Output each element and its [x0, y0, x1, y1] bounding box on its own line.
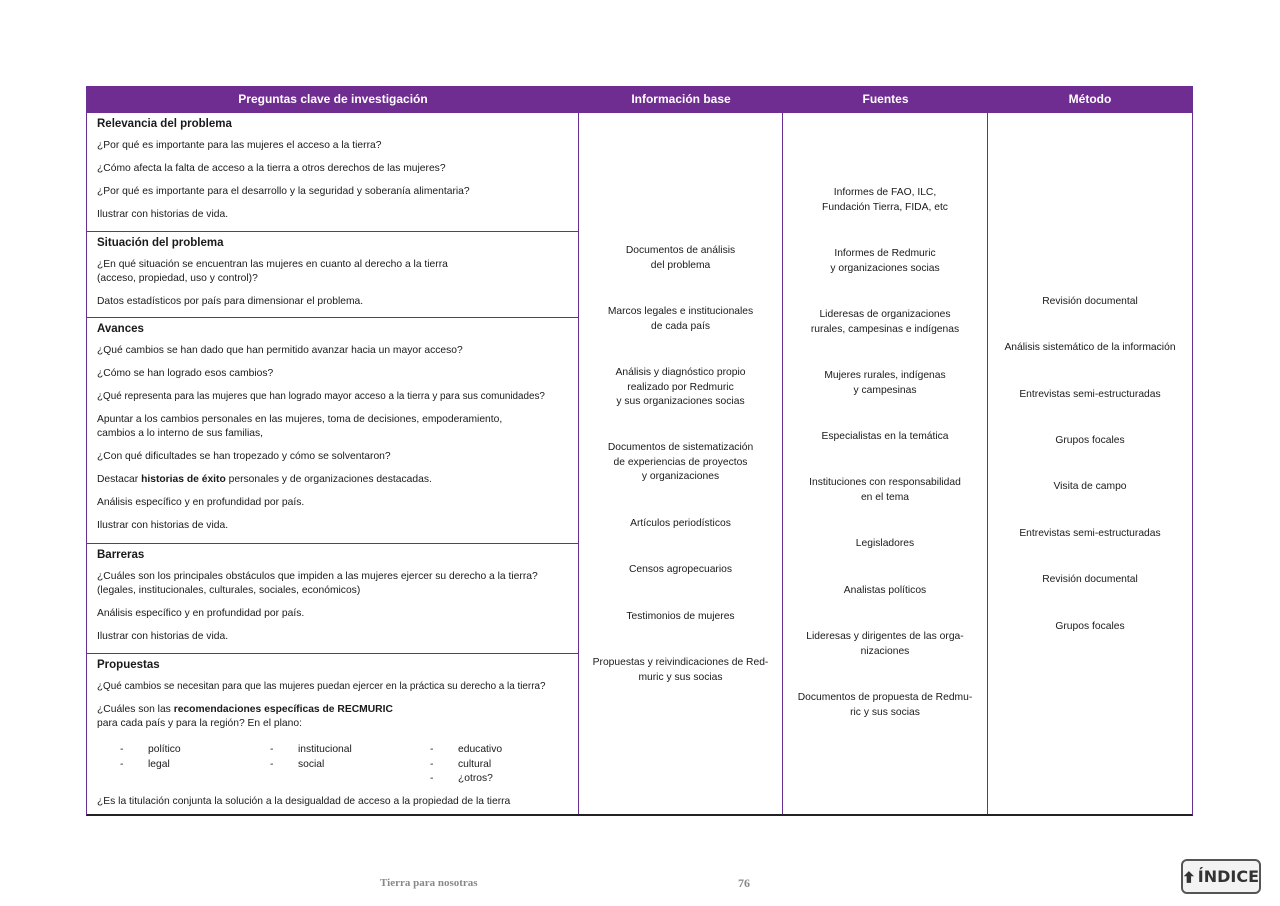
- question: Análisis específico y en profundidad por país.: [97, 497, 305, 508]
- plane-list-1: [120, 743, 240, 775]
- arrow-up-icon: [1183, 868, 1195, 886]
- info-item: [579, 656, 782, 685]
- list-item: cultural: [458, 758, 492, 770]
- source-line: en el tema: [860, 491, 910, 503]
- info-item: [579, 563, 782, 578]
- source-item: [783, 430, 987, 445]
- section-title: Situación del problema: [97, 237, 224, 249]
- question-line: ¿En qué situación se encuentran las mujeres en cuanto al derecho a la tierra: [97, 259, 448, 270]
- source-line: y campesinas: [853, 384, 917, 396]
- info-item: [579, 244, 782, 273]
- emphasis-text: historias de éxito: [141, 474, 226, 485]
- question-line: ¿Cuáles son los principales obstáculos que impiden a las mujeres ejercer su derecho a la tierra?: [97, 571, 538, 582]
- question: ¿Es la titulación conjunta la solución a la desigualdad de acceso a la propiedad de la tierra: [97, 796, 511, 807]
- section-barreras: [87, 543, 578, 653]
- dash: -: [270, 744, 274, 755]
- info-line: de cada país: [651, 320, 710, 332]
- question-line: para cada país y para la región? En el plano:: [97, 718, 302, 729]
- index-button-label: ÍNDICE: [1197, 867, 1259, 886]
- method-item: Revisión documental: [1042, 296, 1138, 307]
- question: ¿Qué cambios se han dado que han permitido avanzar hacia un mayor acceso?: [97, 345, 463, 356]
- question: Análisis específico y en profundidad por país.: [97, 608, 305, 619]
- source-item: [783, 247, 987, 276]
- source-line: ric y sus socias: [850, 706, 920, 718]
- section-title: Propuestas: [97, 659, 160, 671]
- method-item: Análisis sistemático de la información: [1004, 342, 1176, 353]
- research-table: [86, 86, 1193, 816]
- book-title: Tierra para nosotras: [380, 877, 478, 889]
- question: ¿Qué representa para las mujeres que han logrado mayor acceso a la tierra y para sus comunidades?: [97, 391, 545, 402]
- info-line: realizado por Redmuric: [627, 381, 734, 393]
- emphasis-text: recomendaciones específicas de RECMURIC: [173, 704, 393, 715]
- question: [97, 413, 568, 441]
- list-item: educativo: [458, 744, 503, 755]
- question: Datos estadísticos por país para dimensionar el problema.: [97, 296, 364, 307]
- info-line: Artículos periodísticos: [630, 518, 731, 529]
- method-item: Grupos focales: [1055, 435, 1125, 446]
- source-line: Analistas políticos: [843, 585, 927, 596]
- method-item: Visita de campo: [1053, 481, 1127, 492]
- source-line: Fundación Tierra, FIDA, etc: [822, 201, 948, 213]
- source-line: nizaciones: [860, 645, 910, 657]
- info-line: Análisis y diagnóstico propio: [615, 367, 746, 378]
- info-line: de experiencias de proyectos: [613, 456, 748, 468]
- list-item: ¿otros?: [458, 773, 493, 784]
- final-question: [97, 795, 572, 810]
- method-item: Entrevistas semi-estructuradas: [1019, 528, 1161, 539]
- source-item: [783, 476, 987, 505]
- source-item: [783, 308, 987, 337]
- source-line: Documentos de propuesta de Redmu-: [797, 692, 973, 703]
- source-line: y organizaciones socias: [830, 262, 940, 274]
- list-item: social: [298, 758, 325, 770]
- list-item: legal: [148, 758, 170, 770]
- source-line: Lideresas de organizaciones: [819, 309, 951, 320]
- section-title: Relevancia del problema: [97, 118, 232, 130]
- source-line: Lideresas y dirigentes de las orga-: [806, 631, 964, 642]
- info-line: Marcos legales e institucionales: [607, 306, 754, 317]
- source-line: Legisladores: [855, 538, 915, 549]
- table-header: [87, 86, 1192, 113]
- question: [97, 703, 568, 731]
- list-item: institucional: [298, 744, 352, 755]
- dash: -: [430, 773, 434, 784]
- header-preguntas: Preguntas clave de investigación: [238, 92, 428, 106]
- question: Ilustrar con historias de vida.: [97, 209, 229, 220]
- column-fuentes: [783, 113, 987, 813]
- source-line: Instituciones con responsabilidad: [809, 477, 961, 488]
- info-line: Documentos de análisis: [625, 245, 736, 256]
- info-line: Testimonios de mujeres: [626, 611, 735, 622]
- column-metodo: [988, 113, 1192, 813]
- dash: -: [430, 758, 434, 770]
- info-line: del problema: [650, 259, 711, 271]
- method-item: Revisión documental: [1042, 574, 1138, 585]
- method-item: Grupos focales: [1055, 621, 1125, 632]
- info-item: [579, 366, 782, 410]
- dash: -: [120, 744, 124, 755]
- info-line: y sus organizaciones socias: [616, 396, 745, 407]
- info-line: Censos agropecuarios: [628, 564, 733, 575]
- column-informacion-base: [579, 113, 782, 813]
- question: ¿Por qué es importante para el desarrollo y la seguridad y soberanía alimentaria?: [97, 186, 470, 197]
- info-item: [579, 441, 782, 485]
- question: [97, 570, 568, 598]
- source-item: [783, 186, 987, 215]
- question-line: Apuntar a los cambios personales en las mujeres, toma de decisiones, empoderamiento,: [97, 414, 503, 425]
- question-line: ¿Cuáles son las: [97, 704, 174, 715]
- section-avances: [87, 317, 578, 543]
- question: ¿Por qué es importante para las mujeres el acceso a la tierra?: [97, 140, 382, 151]
- list-item: político: [148, 744, 181, 755]
- question: ¿Cómo afecta la falta de acceso a la tierra a otros derechos de las mujeres?: [97, 163, 446, 174]
- section-relevancia: [87, 113, 578, 231]
- method-item: Entrevistas semi-estructuradas: [1019, 389, 1161, 400]
- info-line: y organizaciones: [641, 471, 720, 482]
- question: ¿Con qué dificultades se han tropezado y cómo se solventaron?: [97, 451, 391, 462]
- source-item: [783, 691, 987, 720]
- source-line: Especialistas en la temática: [821, 431, 949, 442]
- page-number: 76: [738, 876, 750, 890]
- info-item: [579, 305, 782, 334]
- source-item: [783, 537, 987, 552]
- question: ¿Qué cambios se necesitan para que las mujeres puedan ejercer en la práctica su derecho a la tierra?: [97, 681, 546, 692]
- question-line: (legales, institucionales, culturales, sociales, económicos): [97, 585, 361, 596]
- question: [97, 473, 568, 487]
- source-line: Mujeres rurales, indígenas: [824, 370, 946, 381]
- info-line: Documentos de sistematización: [607, 442, 754, 453]
- dash: -: [270, 758, 274, 770]
- question-line: (acceso, propiedad, uso y control)?: [97, 273, 258, 284]
- source-line: Informes de FAO, ILC,: [833, 187, 937, 198]
- dash: -: [430, 744, 434, 755]
- plane-list-2: [270, 743, 410, 775]
- plane-list-3: [430, 743, 550, 789]
- question: Ilustrar con historias de vida.: [97, 631, 229, 642]
- source-item: [783, 584, 987, 599]
- question: [97, 258, 568, 286]
- question: ¿Cómo se han logrado esos cambios?: [97, 368, 274, 379]
- source-item: [783, 369, 987, 398]
- question-line: Destacar: [97, 474, 142, 485]
- question: Ilustrar con historias de vida.: [97, 520, 229, 531]
- info-item: [579, 610, 782, 625]
- header-metodo: Método: [1068, 92, 1112, 106]
- info-item: [579, 517, 782, 532]
- section-title: Barreras: [97, 549, 145, 561]
- question-line: personales y de organizaciones destacadas.: [225, 474, 432, 485]
- index-button[interactable]: [1181, 859, 1261, 894]
- section-propuestas: [87, 653, 578, 816]
- source-line: rurales, campesinas e indígenas: [810, 323, 960, 335]
- source-line: Informes de Redmuric: [834, 248, 936, 259]
- dash: -: [120, 758, 124, 770]
- section-title: Avances: [97, 323, 144, 335]
- source-item: [783, 630, 987, 659]
- info-line: muric y sus socias: [638, 671, 723, 683]
- section-situacion: [87, 231, 578, 317]
- question-line: cambios a lo interno de sus familias,: [97, 428, 263, 439]
- info-line: Propuestas y reivindicaciones de Red-: [592, 657, 769, 668]
- header-informacion-base: Información base: [631, 92, 731, 106]
- header-fuentes: Fuentes: [862, 92, 909, 106]
